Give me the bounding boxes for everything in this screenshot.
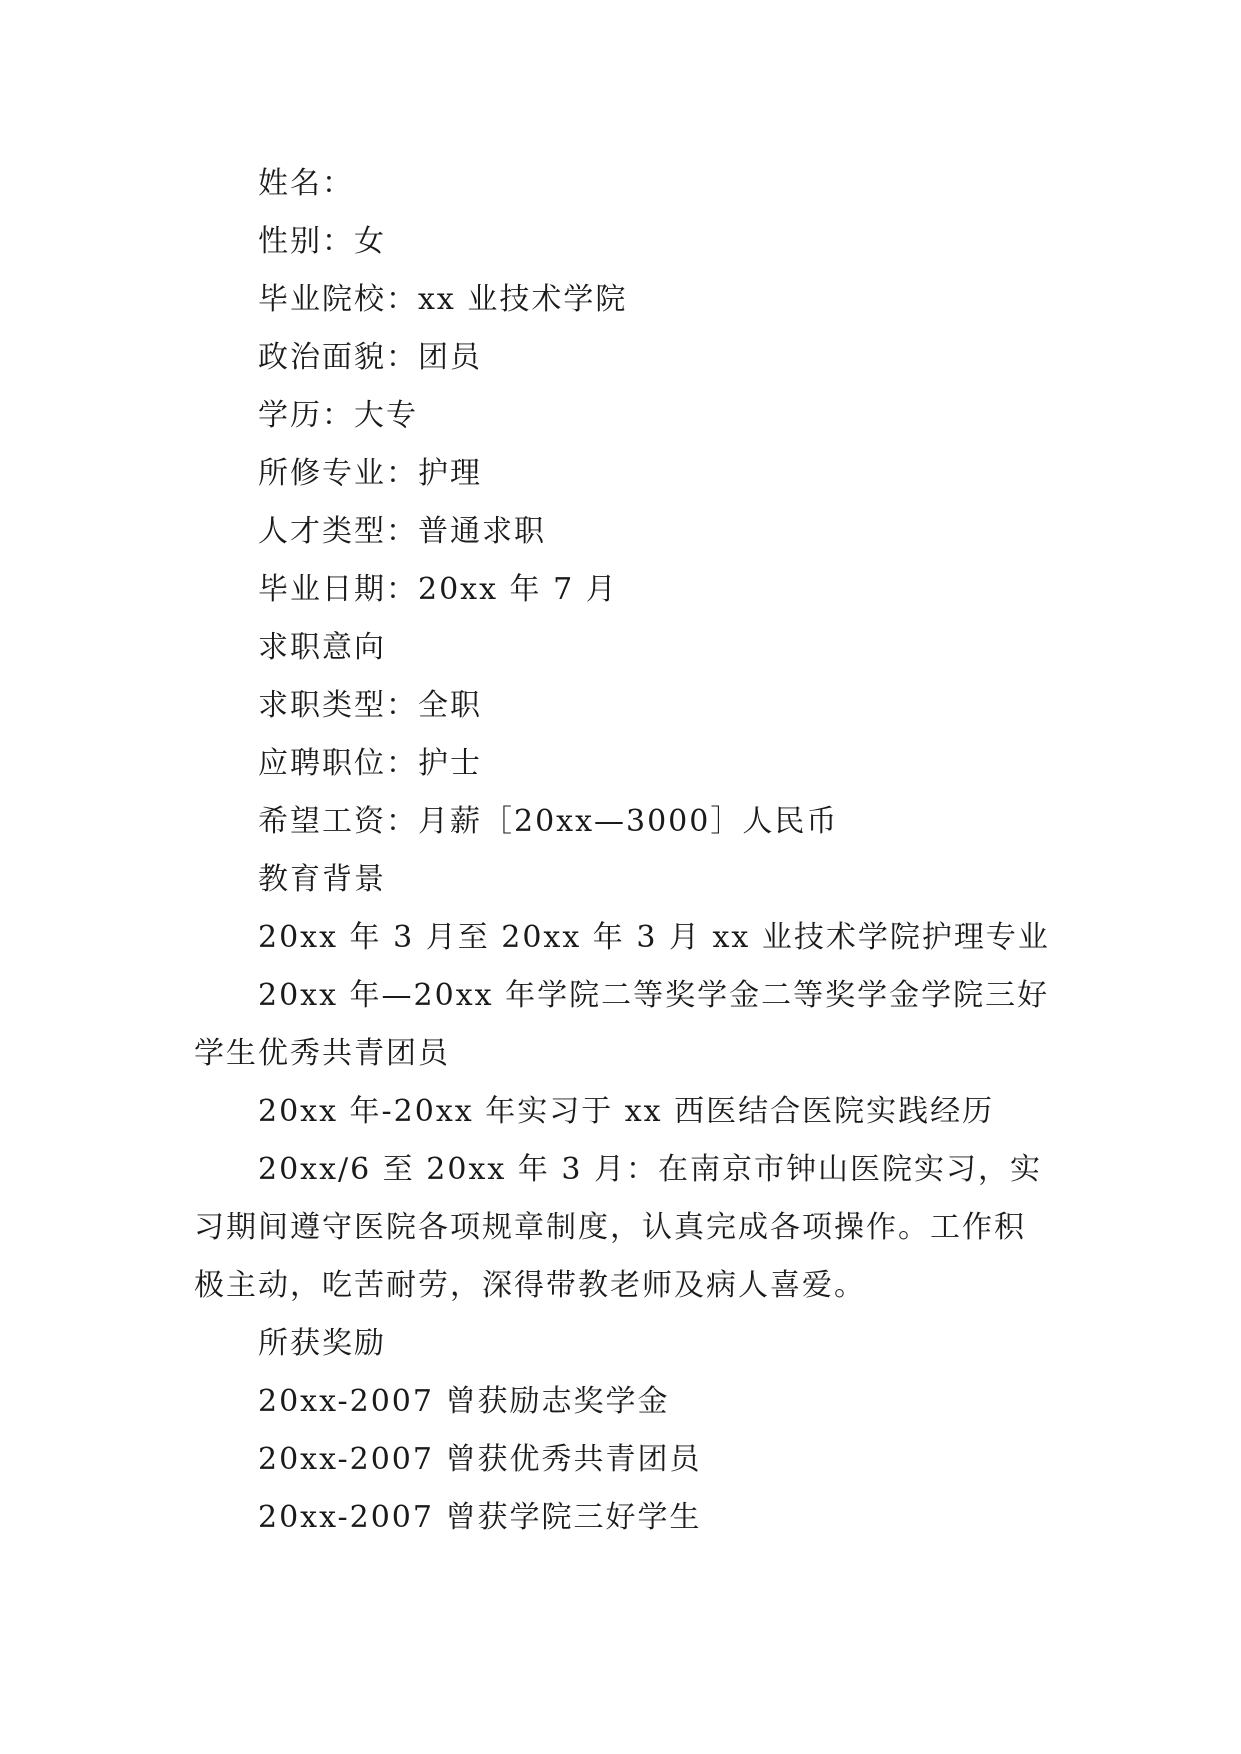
resume-body (194, 155, 1054, 1547)
field-school: 毕业院校：xx 业技术学院 (258, 282, 628, 317)
award-item: 20xx-2007 曾获学院三好学生 (258, 1500, 702, 1535)
education-honors-paragraph: 20xx 年—20xx 年学院二等奖学金二等奖学金学院三好学生优秀共青团员 (194, 978, 1050, 1071)
award-item: 20xx-2007 曾获优秀共青团员 (258, 1442, 702, 1477)
section-heading-awards: 所获奖励 (258, 1326, 386, 1361)
field-major: 所修专业：护理 (258, 456, 482, 491)
intent-salary: 希望工资：月薪［20xx—3000］人民币 (258, 804, 839, 839)
field-political-status: 政治面貌：团员 (258, 340, 482, 375)
intent-job-type: 求职类型：全职 (258, 688, 482, 723)
field-name: 姓名： (258, 166, 354, 201)
education-item: 20xx 年 3 月至 20xx 年 3 月 xx 业技术学院护理专业 (258, 920, 1050, 955)
field-education-level: 学历：大专 (258, 398, 418, 433)
intent-position: 应聘职位：护士 (258, 746, 482, 781)
field-talent-type: 人才类型：普通求职 (258, 514, 546, 549)
education-internship: 20xx 年-20xx 年实习于 xx 西医结合医院实践经历 (258, 1094, 995, 1129)
award-item: 20xx-2007 曾获励志奖学金 (258, 1384, 670, 1419)
section-heading-education: 教育背景 (258, 862, 386, 897)
field-gender: 性别：女 (258, 224, 386, 259)
section-heading-intent: 求职意向 (258, 630, 386, 665)
practice-paragraph: 20xx/6 至 20xx 年 3 月：在南京市钟山医院实习，实习期间遵守医院各项规章制度，认真完成各项操作。工作积极主动，吃苦耐劳，深得带教老师及病人喜爱。 (194, 1152, 1042, 1303)
field-graduation-date: 毕业日期：20xx 年 7 月 (258, 572, 618, 607)
